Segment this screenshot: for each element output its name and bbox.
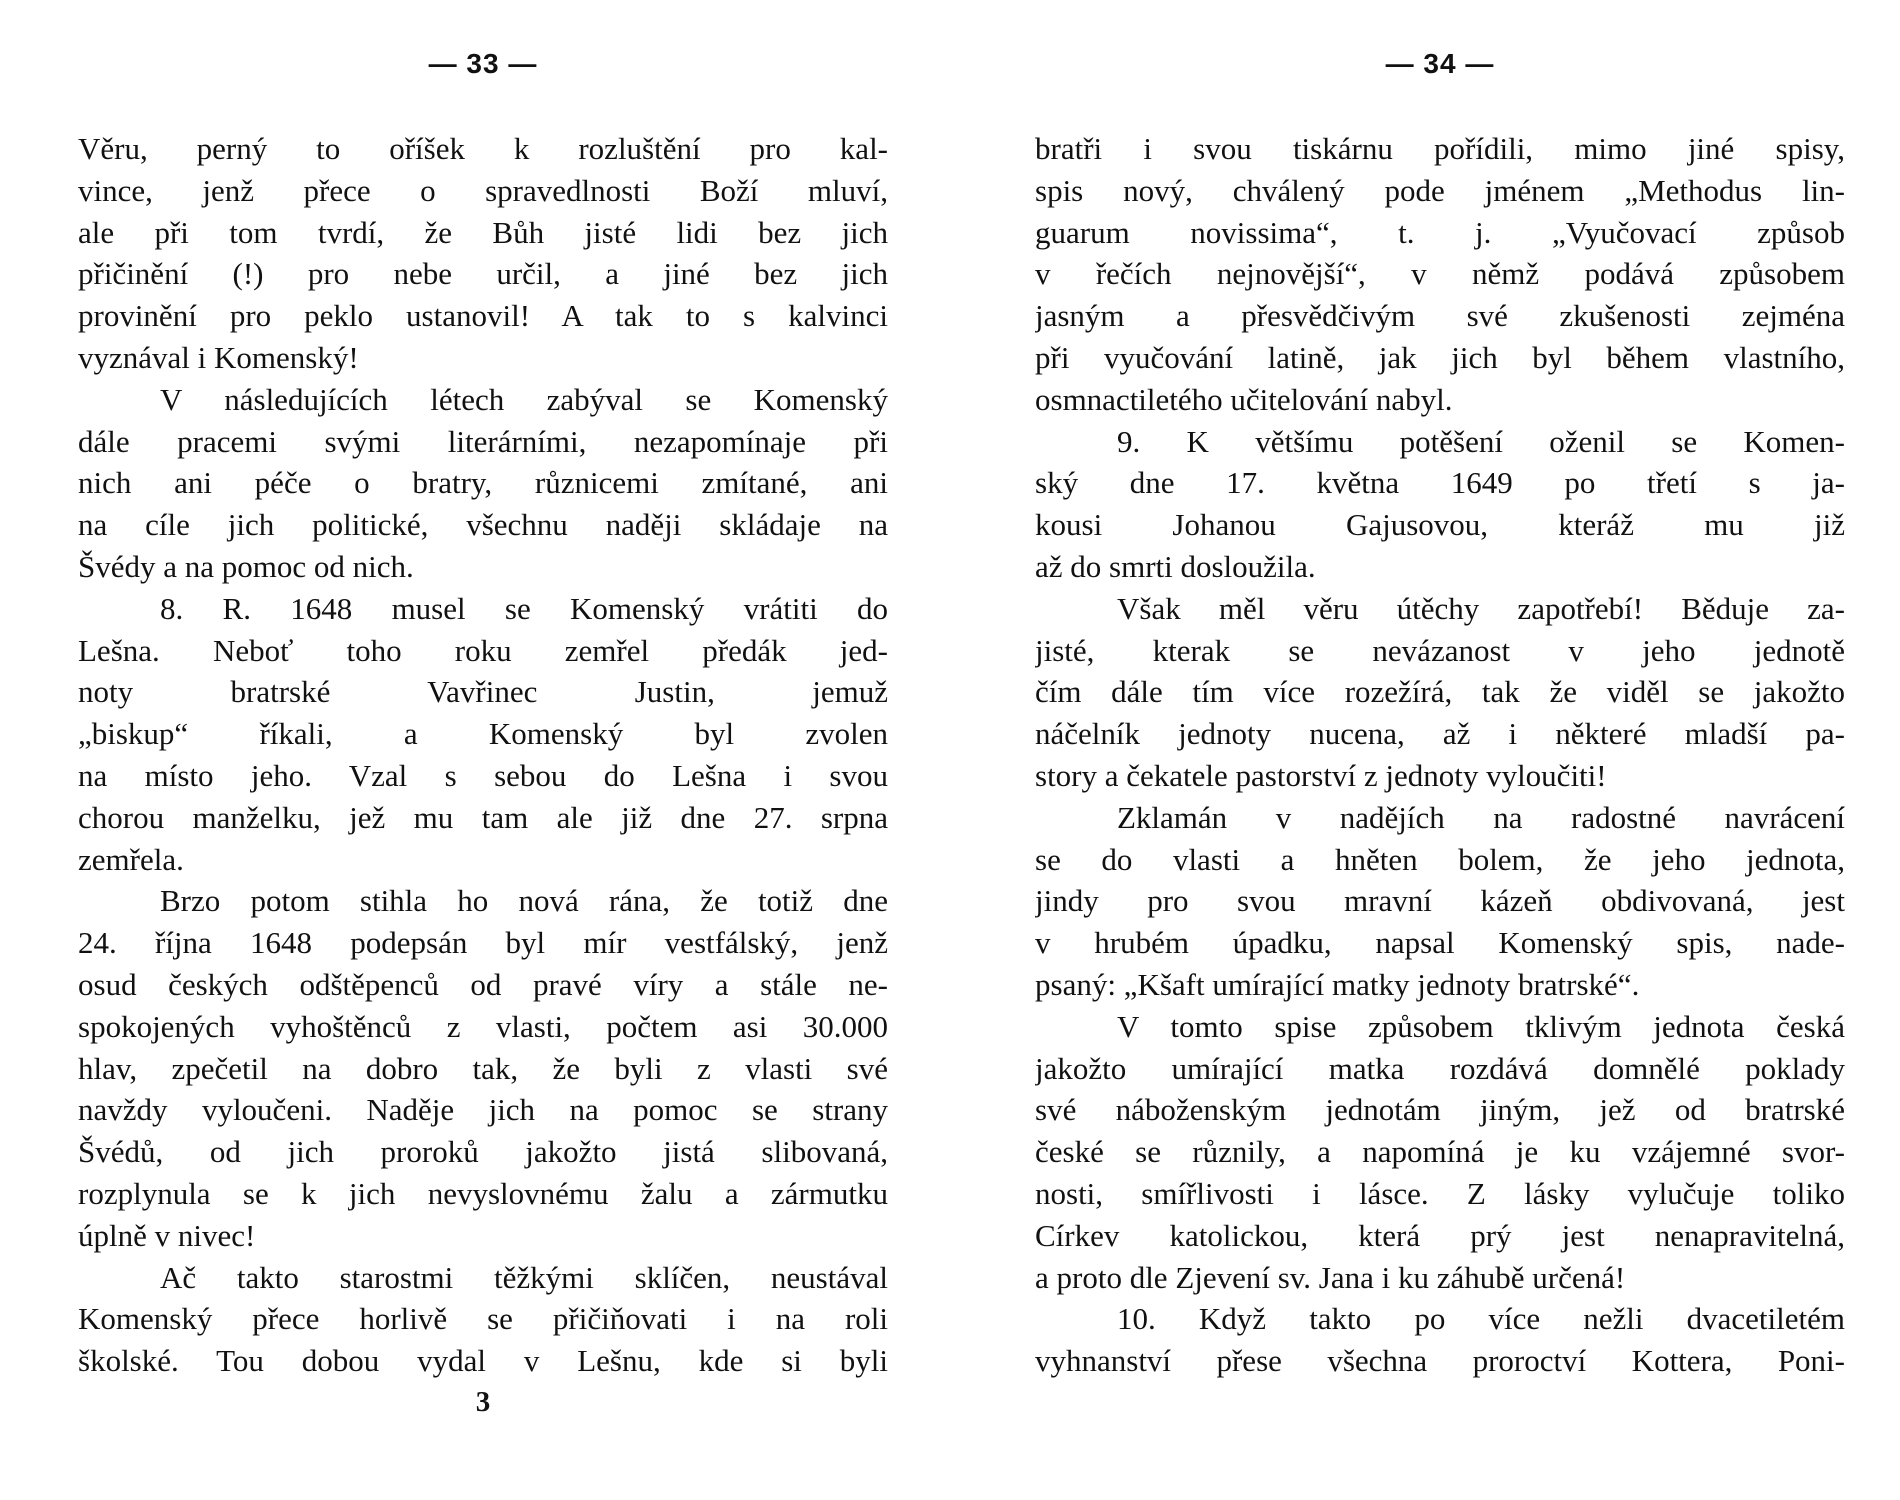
text-line: se do vlasti a hněten bolem, že jeho jednota, [1035, 841, 1845, 877]
text-line: v řečích nejnovější“, v němž podává způsobem [1035, 256, 1845, 292]
text-line: provinění pro peklo ustanovil! A tak to s kalvinci [78, 298, 888, 334]
text-line: vyhnanství přese všechna proroctví Kottera, Poni- [1035, 1343, 1845, 1379]
left-page [78, 0, 888, 1500]
text-line: Zklamán v nadějích na radostné navrácení [1117, 799, 1845, 835]
text-line: 8. R. 1648 musel se Komenský vrátiti do [160, 590, 888, 626]
text-line: čím dále tím více rozežírá, tak že viděl se jakožto [1035, 674, 1845, 710]
text-line: 24. října 1648 podepsán byl mír vestfálský, jenž [78, 925, 888, 961]
text-line: chorou manželku, jež mu tam ale již dne 27. srpna [78, 799, 888, 835]
text-line: Však měl věru útěchy zapotřebí! Běduje za- [1117, 590, 1845, 626]
text-line: navždy vyloučeni. Naděje jich na pomoc se strany [78, 1092, 888, 1128]
text-line: dále pracemi svými literárními, nezapomínaje při [78, 423, 888, 459]
text-line: jindy pro svou mravní kázeň obdivovaná, jest [1035, 883, 1845, 919]
text-line: bratři i svou tiskárnu pořídili, mimo jiné spisy, [1035, 131, 1845, 166]
text-line: spis nový, chválený pode jménem „Methodus lin- [1035, 172, 1845, 208]
text-line: Komenský přece horlivě se přičiňovati i na roli [78, 1301, 888, 1337]
text-line: nosti, smířlivosti i lásce. Z lásky vylučuje toliko [1035, 1175, 1845, 1211]
page-number-left: — 33 — [428, 48, 538, 79]
text-line: spokojených vyhoštěnců z vlasti, počtem asi 30.000 [78, 1008, 888, 1044]
text-line: české se různily, a napomíná je ku vzájemné svor- [1035, 1134, 1845, 1170]
text-line: hlav, zpečetil na dobro tak, že byli z vlasti své [78, 1050, 888, 1086]
text-line: při vyučování latině, jak jich byl během vlastního, [1035, 339, 1845, 375]
text-line: guarum novissima“, t. j. „Vyučovací způsob [1035, 214, 1845, 250]
text-line: story a čekatele pastorství z jednoty vyloučiti! [1035, 757, 1607, 793]
text-line: v hrubém úpadku, napsal Komenský spis, nade- [1035, 925, 1845, 961]
text-line: ský dne 17. května 1649 po třetí s ja- [1035, 465, 1845, 501]
text-line: jasným a přesvědčivým své zkušenosti zejména [1035, 298, 1845, 334]
text-line: jakožto umírající matka rozdává domnělé poklady [1035, 1050, 1845, 1086]
text-line: Lešna. Neboť toho roku zemřel předák jed- [78, 632, 888, 668]
text-line: Ač takto starostmi těžkými sklíčen, neustával [160, 1259, 888, 1295]
text-line: náčelník jednoty nucena, až i některé mladší pa- [1035, 716, 1845, 752]
text-line: rozplynula se k jich nevyslovnému žalu a zármutku [78, 1175, 888, 1211]
text-line: V tomto spise způsobem tklivým jednota česká [1117, 1008, 1845, 1044]
text-line: zemřela. [78, 841, 184, 877]
page-number-right: — 34 — [1385, 48, 1495, 79]
text-line: osud českých odštěpenců od pravé víry a stále ne- [78, 966, 888, 1002]
text-line: osmnactiletého učitelování nabyl. [1035, 381, 1453, 417]
text-line: nich ani péče o bratry, různicemi zmítané, ani [78, 465, 888, 501]
text-line: Švédů, od jich proroků jakožto jistá slibovaná, [78, 1134, 888, 1170]
text-line: kousi Johanou Gajusovou, kteráž mu již [1035, 507, 1845, 543]
text-line: Brzo potom stihla ho nová rána, že totiž dne [160, 883, 888, 919]
text-line: přičinění (!) pro nebe určil, a jiné bez jich [78, 256, 888, 292]
text-line: a proto dle Zjevení sv. Jana i ku záhubě určená! [1035, 1259, 1626, 1295]
text-line: jisté, kterak se nevázanost v jeho jednotě [1035, 632, 1845, 668]
text-line: Věru, perný to oříšek k rozluštění pro kal- [78, 131, 888, 166]
signature-mark: 3 [475, 1386, 491, 1418]
right-text-block [1035, 128, 1845, 1382]
text-line: své náboženským jednotám jiným, jež od bratrské [1035, 1092, 1845, 1128]
text-line: na místo jeho. Vzal s sebou do Lešna i svou [78, 757, 888, 793]
text-line: úplně v nivec! [78, 1217, 256, 1253]
text-line: 10. Když takto po více nežli dvacetiletém [1117, 1301, 1845, 1337]
text-line: na cíle jich politické, všechnu naději skládaje na [78, 507, 888, 543]
text-line: V následujících létech zabýval se Komenský [160, 381, 888, 417]
text-line: Církev katolickou, která prý jest nenapravitelná, [1035, 1217, 1845, 1253]
text-line: noty bratrské Vavřinec Justin, jemuž [78, 674, 888, 710]
text-line: 9. K většímu potěšení oženil se Komen- [1117, 423, 1845, 459]
text-line: ale při tom tvrdí, že Bůh jisté lidi bez jich [78, 214, 888, 250]
text-line: vyznával i Komenský! [78, 339, 359, 375]
right-page [1035, 0, 1845, 1500]
text-line: školské. Tou dobou vydal v Lešnu, kde si byli [78, 1343, 888, 1379]
text-line: psaný: „Kšaft umírající matky jednoty bratrské“. [1035, 966, 1640, 1002]
text-line: vince, jenž přece o spravedlnosti Boží mluví, [78, 172, 888, 208]
left-text-block [78, 128, 888, 1382]
text-line: až do smrti dosloužila. [1035, 548, 1316, 584]
text-line: „biskup“ říkali, a Komenský byl zvolen [78, 716, 888, 752]
text-line: Švédy a na pomoc od nich. [78, 548, 414, 584]
